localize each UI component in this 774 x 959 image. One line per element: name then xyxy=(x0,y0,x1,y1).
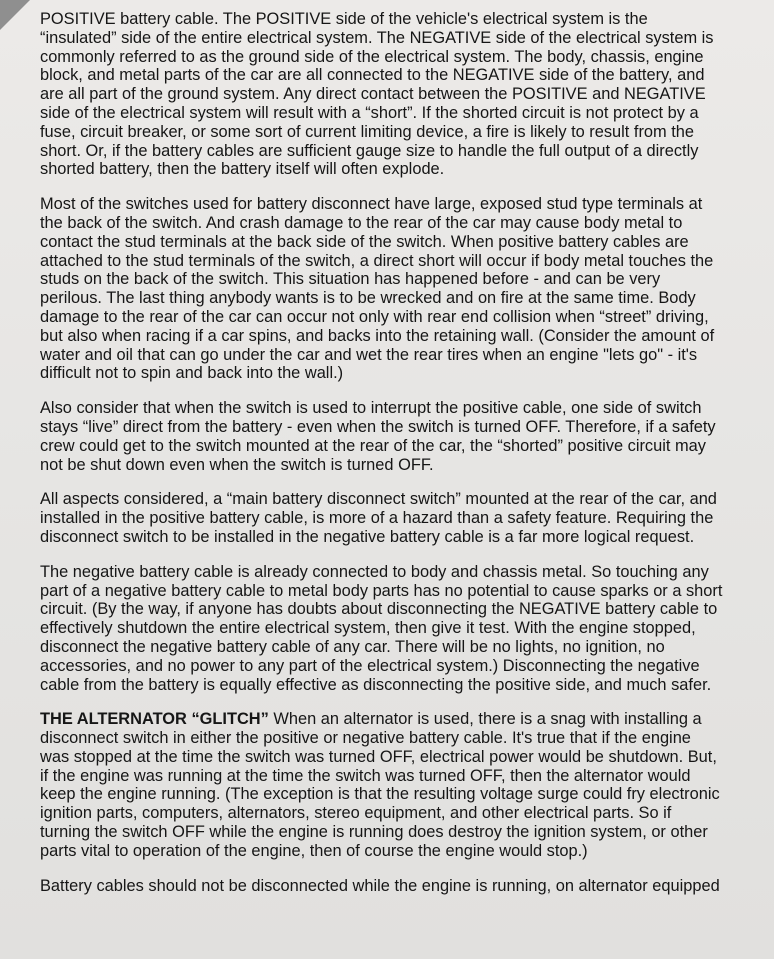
paragraph-switch-studs xyxy=(40,195,740,383)
text-line: are all part of the ground system. Any direct contact between the POSITIVE and NEGATIVE xyxy=(40,85,706,104)
text-line xyxy=(40,710,740,729)
text-line: disconnect switch to be installed in the negative battery cable is a far more logical request. xyxy=(40,527,695,546)
section-heading: THE ALTERNATOR “GLITCH” xyxy=(40,710,269,729)
text-line: studs on the back of the switch. This situation has happened before - and can be very xyxy=(40,270,661,289)
text-line: All aspects considered, a “main battery disconnect switch” mounted at the rear of the car, and xyxy=(40,490,717,509)
text-line: crew could get to the switch mounted at the rear of the car, the “shorted” positive circuit may xyxy=(40,436,706,455)
text-line: circuit. (By the way, if anyone has doubts about disconnecting the NEGATIVE battery cable to xyxy=(40,600,718,619)
text-line: damage to the rear of the car can occur not only with rear end collision when “street” driving, xyxy=(40,307,709,326)
text-line: commonly referred to as the ground side of the electrical system. The body, chassis, engine xyxy=(40,47,704,66)
text-line: parts vital to operation of the engine, then of course the engine would stop.) xyxy=(40,841,588,860)
text-line: POSITIVE battery cable. The POSITIVE side of the vehicle's electrical system is the xyxy=(40,10,648,28)
text-line: contact the stud terminals at the back side of the switch. When positive battery cables are xyxy=(40,232,689,251)
text-line: Also consider that when the switch is used to interrupt the positive cable, one side of switch xyxy=(40,399,702,418)
text-line: installed in the positive battery cable, is more of a hazard than a safety feature. Requiring the xyxy=(40,509,714,528)
paragraph-battery-cables-running xyxy=(40,877,740,896)
text-line: shorted battery, then the battery itself will often explode. xyxy=(40,160,445,179)
text-line: block, and metal parts of the car are all connected to the NEGATIVE side of the battery, and xyxy=(40,66,705,85)
text-line: if the engine was running at the time the switch was turned OFF, then the alternator would xyxy=(40,766,691,785)
text-line: water and oil that can go under the car and wet the rear tires when an engine "lets go" - it's xyxy=(40,345,698,364)
text-line: Battery cables should not be disconnected while the engine is running, on alternator equipped xyxy=(40,876,720,895)
paragraph-aspects-considered xyxy=(40,490,740,546)
page-corner-fold xyxy=(0,0,30,30)
text-line: fuse, circuit breaker, or some sort of current limiting device, a fire is likely to result from the xyxy=(40,122,695,141)
text-line: but also when racing if a car spins, and backs into the retaining wall. (Consider the amount of xyxy=(40,326,715,345)
text-line: turning the switch OFF while the engine is running does destroy the ignition system, or other xyxy=(40,823,708,842)
paragraph-positive-cable xyxy=(40,10,740,179)
text-line: “insulated” side of the entire electrical system. The NEGATIVE side of the electrical system is xyxy=(40,28,714,47)
text-line: accessories, and no power to any part of the electrical system.) Disconnecting the negative xyxy=(40,656,700,675)
text-line: the back of the switch. And crash damage to the rear of the car may cause body metal to xyxy=(40,213,683,232)
text-line: short. Or, if the battery cables are sufficient gauge size to handle the full output of a directly xyxy=(40,141,699,160)
document-body xyxy=(40,10,740,911)
text-line: ignition parts, computers, alternators, stereo equipment, and other electrical parts. So if xyxy=(40,804,672,823)
text-line: perilous. The last thing anybody wants is to be wrecked and on fire at the same time. Body xyxy=(40,289,696,308)
text-line: Most of the switches used for battery disconnect have large, exposed stud type terminals at xyxy=(40,195,703,214)
text-line: keep the engine running. (The exception is that the resulting voltage surge could fry electronic xyxy=(40,785,720,804)
paragraph-live-side xyxy=(40,399,740,474)
text-line: side of the electrical system will result with a “short”. If the shorted circuit is not protect by a xyxy=(40,103,699,122)
text-line: stays “live” direct from the battery - even when the switch is turned OFF. Therefore, if a safety xyxy=(40,417,716,436)
text-line: disconnect switch in either the positive or negative battery cable. It's true that if the engine xyxy=(40,729,691,748)
paragraph-alternator-glitch xyxy=(40,710,740,860)
text-line: The negative battery cable is already connected to body and chassis metal. So touching any xyxy=(40,562,709,581)
text-line: attached to the stud terminals of the switch, a direct short will occur if body metal touches the xyxy=(40,251,714,270)
text-line: part of a negative battery cable to metal body parts has no potential to cause sparks or a short xyxy=(40,581,723,600)
text-line: disconnect the negative battery cable of any car. There will be no lights, no ignition, no xyxy=(40,637,665,656)
text-line: was stopped at the time the switch was turned OFF, electrical power would be shutdown. But, xyxy=(40,747,717,766)
text-line: effectively shutdown the entire electrical system, then give it test. With the engine stopped, xyxy=(40,619,696,638)
text-line: not be shut down even when the switch is turned OFF. xyxy=(40,455,434,474)
text-line: difficult not to spin and back into the wall.) xyxy=(40,364,344,383)
text-line: cable from the battery is equally effective as disconnecting the positive side, and much safer. xyxy=(40,675,712,694)
heading-line-text: When an alternator is used, there is a snag with installing a xyxy=(268,710,702,729)
paragraph-negative-cable xyxy=(40,563,740,695)
